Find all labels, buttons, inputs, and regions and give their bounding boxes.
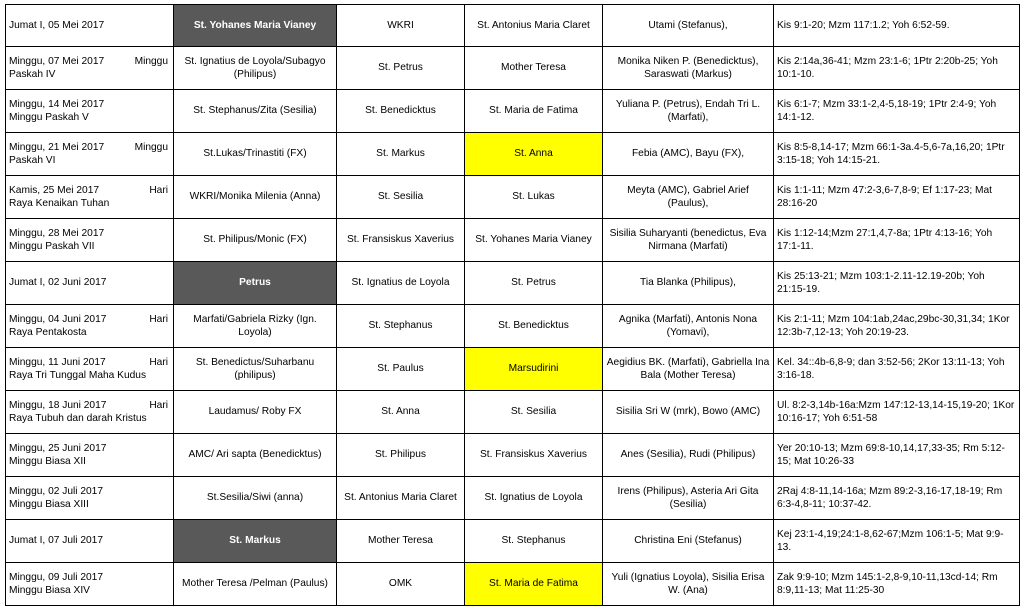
reading-cell: Kis 9:1-20; Mzm 117:1.2; Yoh 6:52-59.: [774, 5, 1020, 47]
assignment-cell: Mother Teresa: [465, 47, 603, 90]
reader-cell: Christina Eni (Stefanus): [603, 520, 774, 563]
feast-prefix: Hari: [149, 313, 168, 325]
reader-cell: Tia Blanka (Philipus),: [603, 262, 774, 305]
date-line: [9, 442, 170, 455]
group-cell: Marfati/Gabriela Rizky (Ign. Loyola): [174, 305, 337, 348]
date-cell: [6, 348, 174, 391]
table-row: [6, 176, 1020, 219]
date-cell: [6, 176, 174, 219]
reader-cell: Aegidius BK. (Marfati), Gabriella Ina Bala (Mother Teresa): [603, 348, 774, 391]
reader-cell: Utami (Stefanus),: [603, 5, 774, 47]
reading-cell: Kis 6:1-7; Mzm 33:1-2,4-5,18-19; 1Ptr 2:4-9; Yoh 14:1-12.: [774, 90, 1020, 133]
table-row: [6, 90, 1020, 133]
date-cell: [6, 563, 174, 606]
reader-cell: Meyta (AMC), Gabriel Arief (Paulus),: [603, 176, 774, 219]
date-cell: [6, 133, 174, 176]
feast-name: Raya Tri Tunggal Maha Kudus: [9, 370, 147, 381]
feast-name: Minggu Paskah VII: [9, 241, 95, 252]
feast-name: Paskah VI: [9, 155, 56, 166]
feast-prefix: Hari: [149, 356, 168, 368]
assignment-cell: St. Lukas: [465, 176, 603, 219]
assignment-cell: St. Paulus: [337, 348, 465, 391]
assignment-cell: St. Sesilia: [337, 176, 465, 219]
assignment-cell: OMK: [337, 563, 465, 606]
reader-cell: Yuliana P. (Petrus), Endah Tri L. (Marfati),: [603, 90, 774, 133]
table-row: [6, 219, 1020, 262]
reading-cell: Kis 1:12-14;Mzm 27:1,4,7-8a; 1Ptr 4:13-16; Yoh 17:1-11.: [774, 219, 1020, 262]
assignment-cell: St. Anna: [337, 391, 465, 434]
date-cell: [6, 90, 174, 133]
table-row: [6, 520, 1020, 563]
assignment-cell: St. Ignatius de Loyola: [465, 477, 603, 520]
date-text: Minggu, 28 Mei 2017: [9, 227, 105, 239]
table-row: [6, 563, 1020, 606]
reading-cell: 2Raj 4:8-11,14-16a; Mzm 89:2-3,16-17,18-19; Rm 6:3-4,8-11; 10:37-42.: [774, 477, 1020, 520]
group-cell: Petrus: [174, 262, 337, 305]
reader-cell: Irens (Philipus), Asteria Ari Gita (Sesilia): [603, 477, 774, 520]
date-cell: [6, 305, 174, 348]
group-cell: AMC/ Ari sapta (Benedicktus): [174, 434, 337, 477]
reader-cell: Yuli (Ignatius Loyola), Sisilia Erisa W. (Ana): [603, 563, 774, 606]
reading-cell: Kis 8:5-8,14-17; Mzm 66:1-3a.4-5,6-7a,16,20; 1Ptr 3:15-18; Yoh 14:15-21.: [774, 133, 1020, 176]
assignment-cell: St. Philipus: [337, 434, 465, 477]
date-text: Jumat I, 05 Mei 2017: [9, 19, 105, 31]
feast-prefix: Hari: [149, 399, 168, 411]
assignment-cell: St. Benedicktus: [465, 305, 603, 348]
date-text: Minggu, 18 Juni 2017: [9, 399, 107, 411]
reading-cell: Kel. 34::4b-6,8-9; dan 3:52-56; 2Kor 13:11-13; Yoh 3:16-18.: [774, 348, 1020, 391]
reader-cell: Agnika (Marfati), Antonis Nona (Yomavi),: [603, 305, 774, 348]
date-line: [9, 184, 170, 197]
table-row: [6, 391, 1020, 434]
date-line: [9, 55, 170, 68]
table-row: [6, 348, 1020, 391]
group-cell: St. Yohanes Maria Vianey: [174, 5, 337, 47]
assignment-cell: St. Fransiskus Xaverius: [465, 434, 603, 477]
date-text: Minggu, 07 Mei 2017: [9, 55, 105, 67]
assignment-cell: St. Petrus: [465, 262, 603, 305]
group-cell: St. Markus: [174, 520, 337, 563]
date-line: [9, 227, 170, 240]
group-cell: St. Ignatius de Loyola/Subagyo (Philipus): [174, 47, 337, 90]
date-cell: [6, 5, 174, 47]
date-text: Jumat I, 02 Juni 2017: [9, 277, 107, 289]
feast-name: Paskah IV: [9, 69, 56, 80]
date-cell: [6, 262, 174, 305]
date-cell: [6, 47, 174, 90]
date-cell: [6, 520, 174, 563]
assignment-cell: St. Anna: [465, 133, 603, 176]
reading-cell: Kis 2:1-11; Mzm 104:1ab,24ac,29bc-30,31,34; 1Kor 12:3b-7,12-13; Yoh 20:19-23.: [774, 305, 1020, 348]
group-cell: St. Philipus/Monic (FX): [174, 219, 337, 262]
feast-prefix: [168, 571, 170, 584]
reading-cell: Kis 25:13-21; Mzm 103:1-2.11-12.19-20b; Yoh 21:15-19.: [774, 262, 1020, 305]
date-line: [9, 399, 170, 412]
assignment-cell: St. Stephanus: [465, 520, 603, 563]
reader-cell: Febia (AMC), Bayu (FX),: [603, 133, 774, 176]
table-row: [6, 5, 1020, 47]
assignment-cell: St. Markus: [337, 133, 465, 176]
assignment-cell: St. Antonius Maria Claret: [465, 5, 603, 47]
assignment-cell: St. Ignatius de Loyola: [337, 262, 465, 305]
assignment-cell: St. Fransiskus Xaverius: [337, 219, 465, 262]
date-text: Minggu, 04 Juni 2017: [9, 313, 107, 325]
date-cell: [6, 477, 174, 520]
reading-cell: Ul. 8:2-3,14b-16a:Mzm 147:12-13,14-15,19-20; 1Kor 10:16-17; Yoh 6:51-58: [774, 391, 1020, 434]
date-text: Minggu, 02 Juli 2017: [9, 485, 104, 497]
feast-prefix: [168, 98, 170, 111]
date-cell: [6, 434, 174, 477]
reading-cell: Zak 9:9-10; Mzm 145:1-2,8-9,10-11,13cd-14; Rm 8:9,11-13; Mat 11:25-30: [774, 563, 1020, 606]
date-line: [9, 313, 170, 326]
feast-name: Minggu Paskah V: [9, 112, 89, 123]
date-text: Minggu, 21 Mei 2017: [9, 141, 105, 153]
date-line: [9, 571, 170, 584]
group-cell: St.Lukas/Trinastiti (FX): [174, 133, 337, 176]
feast-name: Raya Pentakosta: [9, 327, 87, 338]
feast-name: Minggu Biasa XII: [9, 456, 87, 467]
group-cell: Mother Teresa /Pelman (Paulus): [174, 563, 337, 606]
date-line: [9, 356, 170, 369]
reading-cell: Kis 1:1-11; Mzm 47:2-3,6-7,8-9; Ef 1:17-23; Mat 28:16-20: [774, 176, 1020, 219]
reader-cell: Sisilia Sri W (mrk), Bowo (AMC): [603, 391, 774, 434]
date-line: [9, 485, 170, 498]
table-row: [6, 305, 1020, 348]
feast-name: Minggu Biasa XIV: [9, 585, 90, 596]
table-row: [6, 47, 1020, 90]
reading-cell: Kej 23:1-4,19;24:1-8,62-67;Mzm 106:1-5; Mat 9:9-13.: [774, 520, 1020, 563]
feast-name: Raya Tubuh dan darah Kristus: [9, 413, 147, 424]
assignment-cell: St. Antonius Maria Claret: [337, 477, 465, 520]
assignment-cell: WKRI: [337, 5, 465, 47]
assignment-cell: St. Maria de Fatima: [465, 90, 603, 133]
assignment-cell: St. Petrus: [337, 47, 465, 90]
feast-prefix: Minggu: [134, 141, 168, 153]
date-line: [9, 98, 170, 111]
feast-name: Raya Kenaikan Tuhan: [9, 198, 110, 209]
date-cell: [6, 391, 174, 434]
date-line: [9, 141, 170, 154]
date-text: Kamis, 25 Mei 2017: [9, 184, 100, 196]
assignment-cell: St. Stephanus: [337, 305, 465, 348]
assignment-cell: St. Sesilia: [465, 391, 603, 434]
group-cell: WKRI/Monika Milenia (Anna): [174, 176, 337, 219]
assignment-cell: St. Benedicktus: [337, 90, 465, 133]
feast-prefix: [168, 442, 170, 455]
date-text: Minggu, 11 Juni 2017: [9, 356, 106, 368]
date-text: Minggu, 09 Juli 2017: [9, 571, 104, 583]
date-text: Minggu, 14 Mei 2017: [9, 98, 105, 110]
group-cell: St. Benedictus/Suharbanu (philipus): [174, 348, 337, 391]
date-cell: [6, 219, 174, 262]
liturgy-schedule-table: [5, 4, 1020, 606]
assignment-cell: Marsudirini: [465, 348, 603, 391]
table-row: [6, 262, 1020, 305]
feast-prefix: Hari: [149, 184, 168, 196]
reader-cell: Sisilia Suharyanti (benedictus, Eva Nirmana (Marfati): [603, 219, 774, 262]
table-row: [6, 434, 1020, 477]
reading-cell: Yer 20:10-13; Mzm 69:8-10,14,17,33-35; Rm 5:12-15; Mat 10:26-33: [774, 434, 1020, 477]
feast-prefix: [168, 227, 170, 240]
reader-cell: Monika Niken P. (Benedicktus), Saraswati (Markus): [603, 47, 774, 90]
schedule-body: [6, 5, 1020, 606]
reading-cell: Kis 2:14a,36-41; Mzm 23:1-6; 1Ptr 2:20b-25; Yoh 10:1-10.: [774, 47, 1020, 90]
reader-cell: Anes (Sesilia), Rudi (Philipus): [603, 434, 774, 477]
date-text: Jumat I, 07 Juli 2017: [9, 535, 104, 547]
assignment-cell: St. Yohanes Maria Vianey: [465, 219, 603, 262]
table-row: [6, 477, 1020, 520]
group-cell: St. Stephanus/Zita (Sesilia): [174, 90, 337, 133]
group-cell: Laudamus/ Roby FX: [174, 391, 337, 434]
date-text: Minggu, 25 Juni 2017: [9, 442, 107, 454]
feast-prefix: Minggu: [134, 55, 168, 67]
group-cell: St.Sesilia/Siwi (anna): [174, 477, 337, 520]
assignment-cell: St. Maria de Fatima: [465, 563, 603, 606]
assignment-cell: Mother Teresa: [337, 520, 465, 563]
table-row: [6, 133, 1020, 176]
feast-prefix: [168, 485, 170, 498]
feast-name: Minggu Biasa XIII: [9, 499, 89, 510]
